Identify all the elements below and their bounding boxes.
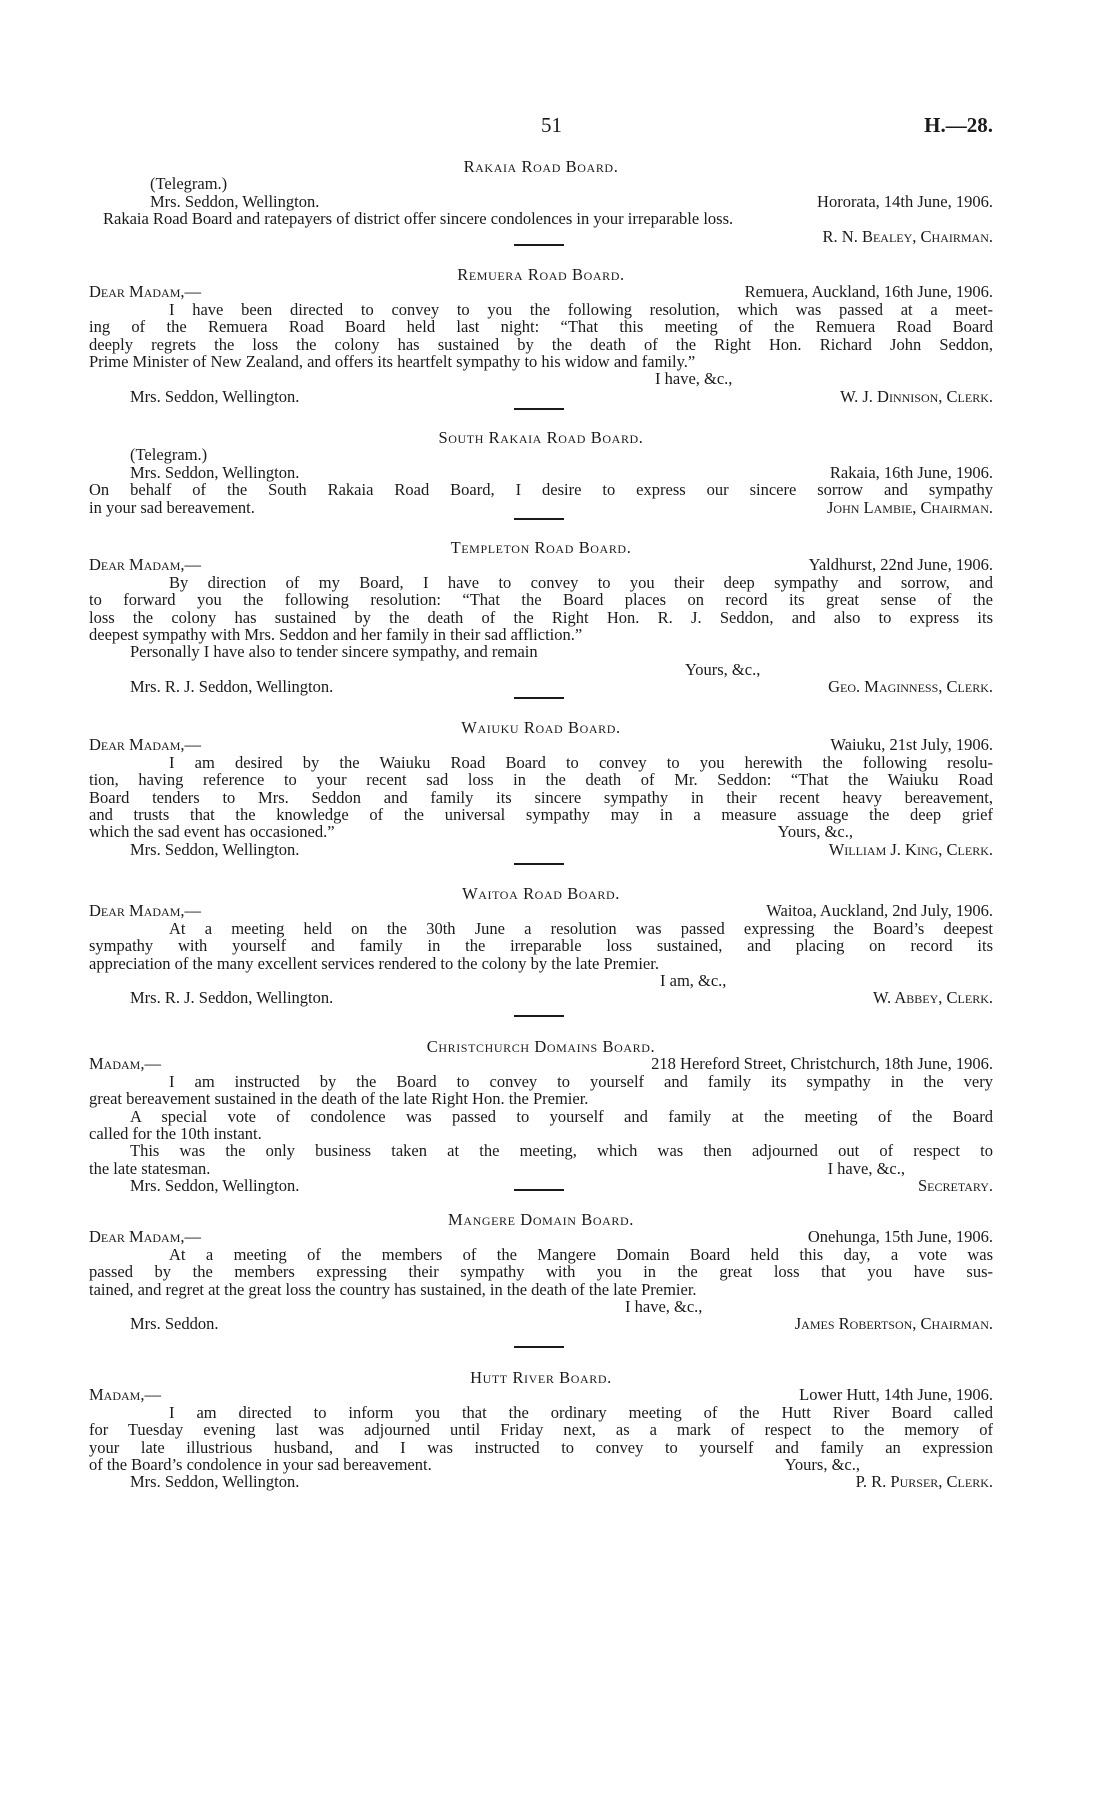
letter-line — [89, 387, 993, 407]
letter-line: I am instructed by the Board to convey to yourself and family its sympathy in the very — [169, 1071, 993, 1091]
line-right: William J. King, Clerk. — [828, 839, 993, 859]
letter-line: Board tenders to Mrs. Seddon and family its sincere sympathy in their recent heavy bereavement, — [89, 787, 993, 807]
line-left: Mrs. Seddon. — [130, 1314, 219, 1334]
letter-line: tained, and regret at the great loss the country has sustained, in the death of the late Premier. — [89, 1279, 697, 1299]
letter-line: (Telegram.) — [150, 174, 228, 194]
letter-line — [89, 498, 993, 518]
line-right: Lower Hutt, 14th June, 1906. — [799, 1385, 993, 1405]
section-title: Mangere Domain Board. — [448, 1210, 634, 1229]
letter-line: tion, having reference to your recent sad loss in the death of Mr. Seddon: “That the Waiuku Road — [89, 770, 993, 790]
letter-line: Prime Minister of New Zealand, and offers its heartfelt sympathy to his widow and family.” — [89, 352, 696, 371]
line-left: Dear Madam,— — [89, 1227, 202, 1247]
section-title: Waitoa Road Board. — [462, 884, 620, 903]
section-divider — [514, 1015, 564, 1017]
section-divider — [514, 863, 564, 865]
line-left: Dear Madam,— — [89, 735, 202, 755]
line-left: Madam,— — [89, 1385, 161, 1405]
letter-line: At a meeting of the members of the Mangere Domain Board held this day, a vote was — [169, 1244, 993, 1264]
line-right: Waiuku, 21st July, 1906. — [830, 735, 993, 755]
line-left: Dear Madam,— — [89, 555, 202, 575]
line-left: Mrs. Seddon, Wellington. — [130, 386, 300, 406]
letter-line: ing of the Remuera Road Board held last night: “That this meeting of the Remuera Road Board — [89, 317, 993, 337]
letter-line: deeply regrets the loss the colony has sustained by the death of the Right Hon. Richard John Seddon, — [89, 334, 993, 354]
letter-line: I am, &c., — [660, 971, 727, 990]
document-reference: H.—28. — [924, 113, 993, 137]
letter-line: I am desired by the Waiuku Road Board to convey to you herewith the following resolu- — [169, 752, 993, 772]
line-left: Mrs. Seddon, Wellington. — [130, 839, 300, 859]
section-title: Hutt River Board. — [470, 1368, 612, 1387]
section-title: Remuera Road Board. — [457, 265, 625, 284]
line-left: Dear Madam,— — [89, 901, 202, 921]
line-left: in your sad bereavement. — [89, 497, 255, 517]
letter-line: On behalf of the South Rakaia Road Board, I desire to express our sincere sorrow and sympathy — [89, 480, 993, 500]
line-left: Mrs. Seddon, Wellington. — [130, 1472, 300, 1492]
line-right: Yaldhurst, 22nd June, 1906. — [808, 555, 993, 575]
letter-line: I have, &c., — [625, 1297, 703, 1316]
section-divider — [514, 1189, 564, 1191]
line-left: Mrs. Seddon, Wellington. — [130, 462, 300, 482]
letter-line: R. N. Bealey, Chairman. — [822, 226, 993, 246]
letter-line: and trusts that the knowledge of the universal sympathy may in a measure assuage the deep grief — [89, 805, 993, 824]
section-title: Rakaia Road Board. — [463, 157, 619, 176]
line-left: Madam,— — [89, 1054, 161, 1074]
section-divider — [514, 1346, 564, 1348]
letter-line — [89, 1314, 993, 1334]
letter-line — [89, 1176, 993, 1196]
line-right: John Lambie, Chairman. — [826, 497, 993, 517]
line-left: Mrs. R. J. Seddon, Wellington. — [130, 677, 334, 697]
line-left: Mrs. Seddon, Wellington. — [130, 1176, 300, 1196]
letter-line: Rakaia Road Board and ratepayers of district offer sincere condolences in your irreparable loss. — [103, 209, 734, 229]
section-divider — [514, 408, 564, 410]
letter-line: to forward you the following resolution: “That the Board places on record its great sense of the — [89, 590, 993, 610]
letter-line: By direction of my Board, I have to convey to you their deep sympathy and sorrow, and — [169, 572, 993, 592]
letter-line: (Telegram.) — [130, 445, 208, 465]
line-right: Remuera, Auckland, 16th June, 1906. — [744, 282, 993, 302]
letter-line: called for the 10th instant. — [89, 1124, 262, 1143]
letter-line: loss the colony has sustained by the death of the Right Hon. R. J. Seddon, and also to express its — [89, 607, 993, 627]
line-right: Waitoa, Auckland, 2nd July, 1906. — [766, 901, 993, 921]
letter-line: your late illustrious husband, and I was instructed to convey to yourself and family an expression — [89, 1437, 993, 1457]
page-number: 51 — [541, 113, 562, 137]
line-right: Yours, &c., — [777, 822, 853, 842]
line-right: James Robertson, Chairman. — [794, 1314, 993, 1334]
line-left: Mrs. Seddon, Wellington. — [150, 191, 320, 211]
letter-line: Personally I have also to tender sincere sympathy, and remain — [130, 642, 538, 662]
line-right: Onehunga, 15th June, 1906. — [807, 1227, 993, 1247]
letter-line: Yours, &c., — [685, 659, 761, 679]
line-left: the late statesman. — [89, 1158, 211, 1178]
section-divider — [514, 697, 564, 699]
line-right: W. Abbey, Clerk. — [872, 988, 993, 1008]
letter-line: I have been directed to convey to you the following resolution, which was passed at a meet- — [169, 299, 993, 319]
line-right: P. R. Purser, Clerk. — [855, 1472, 993, 1492]
line-right: Rakaia, 16th June, 1906. — [829, 462, 993, 482]
line-right: Secretary. — [917, 1176, 993, 1196]
letter-line: great bereavement sustained in the death of the late Right Hon. the Premier. — [89, 1089, 589, 1109]
line-right: W. J. Dinnison, Clerk. — [840, 386, 993, 406]
line-left: of the Board’s condolence in your sad bereavement. — [89, 1455, 432, 1474]
letter-line: appreciation of the many excellent services rendered to the colony by the late Premier. — [89, 953, 659, 973]
line-left: Dear Madam,— — [89, 282, 202, 302]
line-left: which the sad event has occasioned.” — [89, 822, 335, 842]
section-title: South Rakaia Road Board. — [438, 428, 644, 447]
line-right: Hororata, 14th June, 1906. — [817, 191, 993, 211]
section-title: Templeton Road Board. — [450, 538, 632, 557]
letter-line — [89, 840, 993, 860]
letter-line: A special vote of condolence was passed to yourself and family at the meeting of the Board — [130, 1106, 993, 1126]
letter-line: At a meeting held on the 30th June a resolution was passed expressing the Board’s deepest — [169, 918, 993, 938]
letter-line: I am directed to inform you that the ordinary meeting of the Hutt River Board called — [169, 1402, 993, 1422]
letter-line: sympathy with yourself and family in the irreparable loss sustained, and placing on record its — [89, 936, 993, 956]
letter-line: for Tuesday evening last was adjourned until Friday next, as a mark of respect to the memory of — [89, 1420, 993, 1440]
line-left: Mrs. R. J. Seddon, Wellington. — [130, 988, 334, 1008]
line-right: I have, &c., — [827, 1158, 905, 1178]
section-divider — [514, 244, 564, 246]
letter-line: deepest sympathy with Mrs. Seddon and her family in their sad affliction.” — [89, 625, 583, 644]
letter-line: I have, &c., — [655, 369, 733, 389]
letter-line: This was the only business taken at the meeting, which was then adjourned out of respect to — [130, 1141, 993, 1161]
letter-line — [89, 988, 993, 1008]
section-title: Waiuku Road Board. — [461, 718, 621, 737]
section-title: Christchurch Domains Board. — [426, 1037, 656, 1056]
section-divider — [514, 518, 564, 520]
line-right: 218 Hereford Street, Christchurch, 18th June, 1906. — [651, 1054, 993, 1074]
line-right: Yours, &c., — [784, 1455, 860, 1474]
letter-line — [89, 1472, 993, 1492]
letter-line — [89, 677, 993, 697]
letter-line: passed by the members expressing their sympathy with you in the great loss that you have sus- — [89, 1262, 993, 1282]
line-right: Geo. Maginness, Clerk. — [828, 677, 993, 697]
